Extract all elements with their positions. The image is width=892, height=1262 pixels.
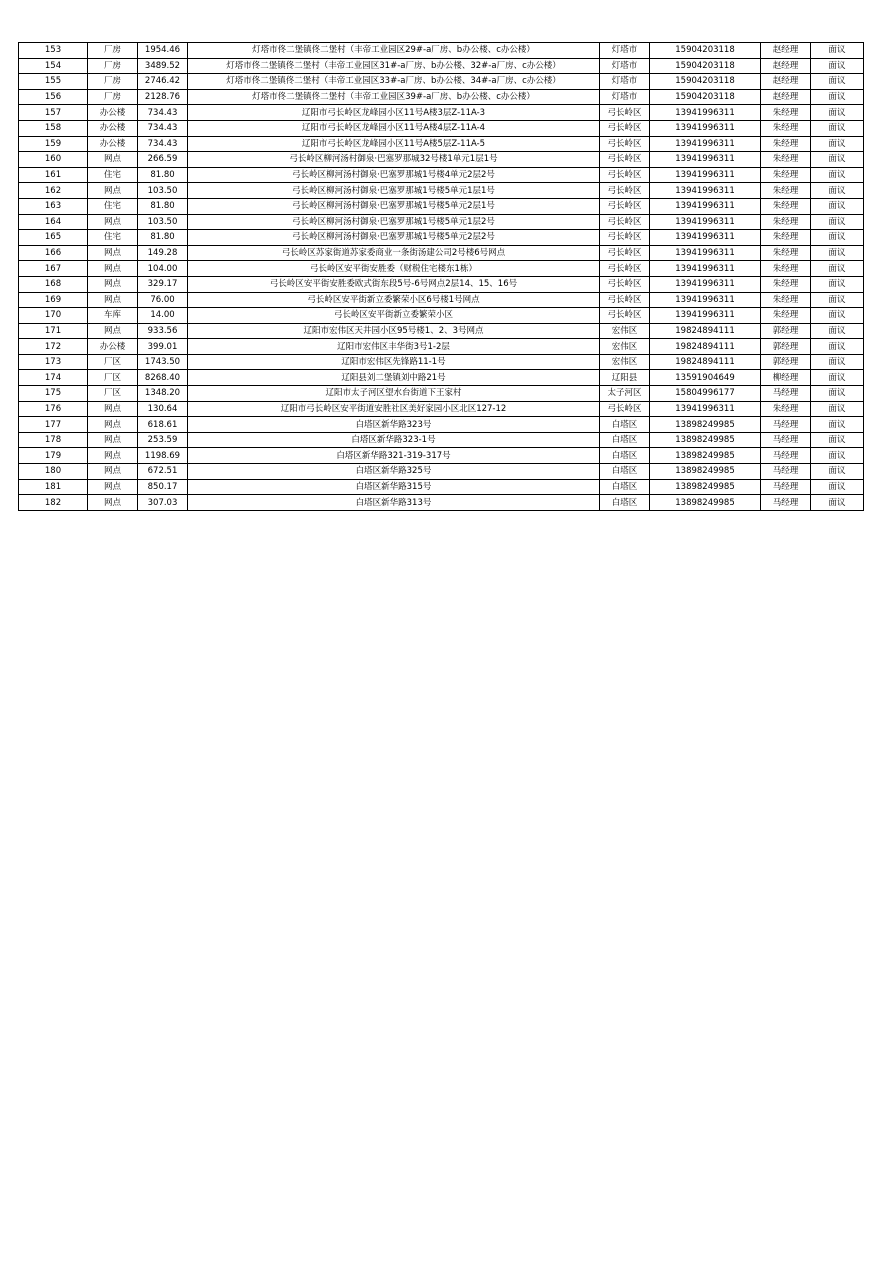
property-type-cell: 网点: [88, 464, 138, 480]
contact-cell: 马经理: [761, 479, 811, 495]
row-number-cell: 172: [19, 339, 88, 355]
contact-cell: 马经理: [761, 495, 811, 511]
area-cell: 149.28: [138, 245, 188, 261]
phone-cell: 13941996311: [650, 198, 761, 214]
row-number-cell: 181: [19, 479, 88, 495]
phone-cell: 19824894111: [650, 323, 761, 339]
address-cell: 弓长岭区柳河汤村御泉·巴塞罗那城1号楼5单元1层2号: [188, 214, 600, 230]
row-number-cell: 177: [19, 417, 88, 433]
row-number-cell: 157: [19, 105, 88, 121]
property-type-cell: 厂房: [88, 43, 138, 59]
phone-cell: 15904203118: [650, 89, 761, 105]
district-cell: 宏伟区: [600, 323, 650, 339]
contact-cell: 朱经理: [761, 276, 811, 292]
district-cell: 弓长岭区: [600, 245, 650, 261]
price-cell: 面议: [811, 432, 864, 448]
phone-cell: 13941996311: [650, 167, 761, 183]
property-type-cell: 车库: [88, 308, 138, 324]
address-cell: 弓长岭区安平街新立委繁荣小区: [188, 308, 600, 324]
price-cell: 面议: [811, 276, 864, 292]
row-number-cell: 166: [19, 245, 88, 261]
address-cell: 弓长岭区柳河汤村御泉·巴塞罗那城1号楼5单元2层2号: [188, 230, 600, 246]
area-cell: 1348.20: [138, 386, 188, 402]
contact-cell: 朱经理: [761, 136, 811, 152]
property-type-cell: 网点: [88, 432, 138, 448]
address-cell: 弓长岭区苏家街道苏家委商业一条街汤建公司2号楼6号网点: [188, 245, 600, 261]
area-cell: 130.64: [138, 401, 188, 417]
contact-cell: 朱经理: [761, 245, 811, 261]
district-cell: 辽阳县: [600, 370, 650, 386]
address-cell: 白塔区新华路325号: [188, 464, 600, 480]
property-type-cell: 办公楼: [88, 339, 138, 355]
contact-cell: 郭经理: [761, 323, 811, 339]
address-cell: 灯塔市佟二堡镇佟二堡村（丰帝工业园区29#-a厂房、b办公楼、c办公楼）: [188, 43, 600, 59]
price-cell: 面议: [811, 292, 864, 308]
area-cell: 76.00: [138, 292, 188, 308]
address-cell: 辽阳县刘二堡镇刘中路21号: [188, 370, 600, 386]
property-type-cell: 网点: [88, 245, 138, 261]
address-cell: 辽阳市弓长岭区龙峰园小区11号A楼5层Z-11A-5: [188, 136, 600, 152]
price-cell: 面议: [811, 495, 864, 511]
district-cell: 弓长岭区: [600, 105, 650, 121]
price-cell: 面议: [811, 308, 864, 324]
row-number-cell: 163: [19, 198, 88, 214]
district-cell: 白塔区: [600, 432, 650, 448]
phone-cell: 15904203118: [650, 74, 761, 90]
district-cell: 灯塔市: [600, 89, 650, 105]
property-type-cell: 网点: [88, 323, 138, 339]
contact-cell: 马经理: [761, 464, 811, 480]
address-cell: 辽阳市太子河区望水台街道下王家村: [188, 386, 600, 402]
district-cell: 白塔区: [600, 417, 650, 433]
address-cell: 白塔区新华路315号: [188, 479, 600, 495]
contact-cell: 朱经理: [761, 183, 811, 199]
table-row: [19, 370, 864, 386]
property-type-cell: 厂区: [88, 370, 138, 386]
district-cell: 灯塔市: [600, 58, 650, 74]
price-cell: 面议: [811, 464, 864, 480]
table-row: [19, 245, 864, 261]
phone-cell: 13941996311: [650, 214, 761, 230]
area-cell: 2128.76: [138, 89, 188, 105]
property-type-cell: 厂区: [88, 354, 138, 370]
price-cell: 面议: [811, 386, 864, 402]
table-row: [19, 354, 864, 370]
row-number-cell: 160: [19, 152, 88, 168]
phone-cell: 13941996311: [650, 308, 761, 324]
contact-cell: 赵经理: [761, 89, 811, 105]
table-row: [19, 214, 864, 230]
row-number-cell: 171: [19, 323, 88, 339]
area-cell: 1743.50: [138, 354, 188, 370]
price-cell: 面议: [811, 448, 864, 464]
address-cell: 辽阳市宏伟区天井园小区95号楼1、2、3号网点: [188, 323, 600, 339]
district-cell: 弓长岭区: [600, 230, 650, 246]
area-cell: 103.50: [138, 214, 188, 230]
row-number-cell: 154: [19, 58, 88, 74]
contact-cell: 朱经理: [761, 152, 811, 168]
property-type-cell: 网点: [88, 183, 138, 199]
phone-cell: 13591904649: [650, 370, 761, 386]
area-cell: 14.00: [138, 308, 188, 324]
price-cell: 面议: [811, 105, 864, 121]
district-cell: 弓长岭区: [600, 401, 650, 417]
district-cell: 白塔区: [600, 464, 650, 480]
price-cell: 面议: [811, 417, 864, 433]
area-cell: 104.00: [138, 261, 188, 277]
phone-cell: 13898249985: [650, 479, 761, 495]
district-cell: 白塔区: [600, 479, 650, 495]
phone-cell: 13898249985: [650, 495, 761, 511]
property-listing-sheet: [18, 42, 864, 511]
row-number-cell: 158: [19, 120, 88, 136]
area-cell: 81.80: [138, 198, 188, 214]
district-cell: 宏伟区: [600, 354, 650, 370]
area-cell: 672.51: [138, 464, 188, 480]
contact-cell: 朱经理: [761, 292, 811, 308]
area-cell: 266.59: [138, 152, 188, 168]
table-body: [19, 43, 864, 511]
table-row: [19, 448, 864, 464]
phone-cell: 19824894111: [650, 339, 761, 355]
row-number-cell: 176: [19, 401, 88, 417]
district-cell: 弓长岭区: [600, 136, 650, 152]
row-number-cell: 173: [19, 354, 88, 370]
contact-cell: 朱经理: [761, 261, 811, 277]
property-type-cell: 网点: [88, 479, 138, 495]
price-cell: 面议: [811, 354, 864, 370]
property-type-cell: 住宅: [88, 198, 138, 214]
phone-cell: 13941996311: [650, 136, 761, 152]
contact-cell: 赵经理: [761, 74, 811, 90]
district-cell: 灯塔市: [600, 43, 650, 59]
district-cell: 灯塔市: [600, 74, 650, 90]
phone-cell: 13941996311: [650, 261, 761, 277]
property-table: [18, 42, 864, 511]
contact-cell: 马经理: [761, 386, 811, 402]
contact-cell: 朱经理: [761, 308, 811, 324]
price-cell: 面议: [811, 136, 864, 152]
phone-cell: 13941996311: [650, 152, 761, 168]
price-cell: 面议: [811, 214, 864, 230]
address-cell: 白塔区新华路323-1号: [188, 432, 600, 448]
area-cell: 1198.69: [138, 448, 188, 464]
area-cell: 81.80: [138, 167, 188, 183]
property-type-cell: 住宅: [88, 230, 138, 246]
area-cell: 1954.46: [138, 43, 188, 59]
phone-cell: 13941996311: [650, 183, 761, 199]
table-row: [19, 58, 864, 74]
area-cell: 734.43: [138, 136, 188, 152]
phone-cell: 13898249985: [650, 464, 761, 480]
district-cell: 弓长岭区: [600, 292, 650, 308]
property-type-cell: 厂区: [88, 386, 138, 402]
property-type-cell: 办公楼: [88, 120, 138, 136]
phone-cell: 13898249985: [650, 432, 761, 448]
row-number-cell: 180: [19, 464, 88, 480]
row-number-cell: 159: [19, 136, 88, 152]
table-row: [19, 105, 864, 121]
property-type-cell: 网点: [88, 261, 138, 277]
address-cell: 弓长岭区安平街安胜委欧式街东段5号-6号网点2层14、15、16号: [188, 276, 600, 292]
contact-cell: 朱经理: [761, 401, 811, 417]
property-type-cell: 网点: [88, 495, 138, 511]
area-cell: 734.43: [138, 120, 188, 136]
price-cell: 面议: [811, 120, 864, 136]
table-row: [19, 74, 864, 90]
phone-cell: 15804996177: [650, 386, 761, 402]
district-cell: 白塔区: [600, 495, 650, 511]
area-cell: 8268.40: [138, 370, 188, 386]
contact-cell: 赵经理: [761, 43, 811, 59]
contact-cell: 马经理: [761, 417, 811, 433]
area-cell: 734.43: [138, 105, 188, 121]
phone-cell: 13941996311: [650, 276, 761, 292]
row-number-cell: 167: [19, 261, 88, 277]
contact-cell: 郭经理: [761, 354, 811, 370]
table-row: [19, 339, 864, 355]
table-row: [19, 198, 864, 214]
phone-cell: 13941996311: [650, 245, 761, 261]
row-number-cell: 162: [19, 183, 88, 199]
address-cell: 弓长岭区安平街安胜委（财税住宅楼东1栋）: [188, 261, 600, 277]
address-cell: 弓长岭区柳河汤村御泉·巴塞罗那城1号楼4单元2层2号: [188, 167, 600, 183]
contact-cell: 朱经理: [761, 214, 811, 230]
contact-cell: 柳经理: [761, 370, 811, 386]
price-cell: 面议: [811, 339, 864, 355]
area-cell: 850.17: [138, 479, 188, 495]
row-number-cell: 156: [19, 89, 88, 105]
property-type-cell: 厂房: [88, 74, 138, 90]
contact-cell: 马经理: [761, 448, 811, 464]
table-row: [19, 152, 864, 168]
district-cell: 弓长岭区: [600, 152, 650, 168]
phone-cell: 13898249985: [650, 417, 761, 433]
table-row: [19, 292, 864, 308]
area-cell: 103.50: [138, 183, 188, 199]
property-type-cell: 网点: [88, 417, 138, 433]
address-cell: 弓长岭区柳河汤村御泉·巴塞罗那城1号楼5单元1层1号: [188, 183, 600, 199]
district-cell: 弓长岭区: [600, 308, 650, 324]
address-cell: 白塔区新华路321-319-317号: [188, 448, 600, 464]
table-row: [19, 136, 864, 152]
address-cell: 灯塔市佟二堡镇佟二堡村（丰帝工业园区31#-a厂房、b办公楼、32#-a厂房、c办公楼）: [188, 58, 600, 74]
area-cell: 253.59: [138, 432, 188, 448]
price-cell: 面议: [811, 58, 864, 74]
phone-cell: 15904203118: [650, 43, 761, 59]
row-number-cell: 182: [19, 495, 88, 511]
price-cell: 面议: [811, 370, 864, 386]
table-row: [19, 276, 864, 292]
property-type-cell: 网点: [88, 152, 138, 168]
address-cell: 辽阳市宏伟区先锋路11-1号: [188, 354, 600, 370]
property-type-cell: 网点: [88, 292, 138, 308]
phone-cell: 13941996311: [650, 105, 761, 121]
row-number-cell: 170: [19, 308, 88, 324]
phone-cell: 19824894111: [650, 354, 761, 370]
property-type-cell: 网点: [88, 214, 138, 230]
address-cell: 辽阳市弓长岭区龙峰园小区11号A楼4层Z-11A-4: [188, 120, 600, 136]
row-number-cell: 161: [19, 167, 88, 183]
contact-cell: 朱经理: [761, 120, 811, 136]
contact-cell: 朱经理: [761, 230, 811, 246]
area-cell: 618.61: [138, 417, 188, 433]
table-row: [19, 479, 864, 495]
property-type-cell: 网点: [88, 276, 138, 292]
phone-cell: 15904203118: [650, 58, 761, 74]
property-type-cell: 办公楼: [88, 136, 138, 152]
row-number-cell: 168: [19, 276, 88, 292]
table-row: [19, 464, 864, 480]
property-type-cell: 厂房: [88, 89, 138, 105]
area-cell: 81.80: [138, 230, 188, 246]
area-cell: 3489.52: [138, 58, 188, 74]
price-cell: 面议: [811, 401, 864, 417]
contact-cell: 朱经理: [761, 105, 811, 121]
address-cell: 弓长岭区安平街新立委繁荣小区6号楼1号网点: [188, 292, 600, 308]
table-row: [19, 401, 864, 417]
row-number-cell: 175: [19, 386, 88, 402]
address-cell: 弓长岭区柳河汤村御泉·巴塞罗那城1号楼5单元2层1号: [188, 198, 600, 214]
district-cell: 弓长岭区: [600, 276, 650, 292]
price-cell: 面议: [811, 479, 864, 495]
phone-cell: 13941996311: [650, 120, 761, 136]
phone-cell: 13941996311: [650, 292, 761, 308]
district-cell: 弓长岭区: [600, 120, 650, 136]
row-number-cell: 155: [19, 74, 88, 90]
address-cell: 白塔区新华路313号: [188, 495, 600, 511]
table-row: [19, 89, 864, 105]
area-cell: 399.01: [138, 339, 188, 355]
price-cell: 面议: [811, 167, 864, 183]
address-cell: 辽阳市弓长岭区安平街道安胜社区美好家园小区北区127-12: [188, 401, 600, 417]
district-cell: 弓长岭区: [600, 167, 650, 183]
property-type-cell: 网点: [88, 448, 138, 464]
address-cell: 辽阳市宏伟区丰华街3号1-2层: [188, 339, 600, 355]
table-row: [19, 43, 864, 59]
property-type-cell: 厂房: [88, 58, 138, 74]
address-cell: 灯塔市佟二堡镇佟二堡村（丰帝工业园区39#-a厂房、b办公楼、c办公楼）: [188, 89, 600, 105]
district-cell: 白塔区: [600, 448, 650, 464]
price-cell: 面议: [811, 198, 864, 214]
row-number-cell: 169: [19, 292, 88, 308]
district-cell: 弓长岭区: [600, 261, 650, 277]
table-row: [19, 167, 864, 183]
table-row: [19, 261, 864, 277]
phone-cell: 13941996311: [650, 401, 761, 417]
table-row: [19, 495, 864, 511]
table-row: [19, 417, 864, 433]
price-cell: 面议: [811, 43, 864, 59]
area-cell: 329.17: [138, 276, 188, 292]
property-type-cell: 网点: [88, 401, 138, 417]
price-cell: 面议: [811, 245, 864, 261]
district-cell: 弓长岭区: [600, 183, 650, 199]
table-row: [19, 308, 864, 324]
contact-cell: 马经理: [761, 432, 811, 448]
table-row: [19, 432, 864, 448]
row-number-cell: 165: [19, 230, 88, 246]
row-number-cell: 174: [19, 370, 88, 386]
table-row: [19, 323, 864, 339]
district-cell: 弓长岭区: [600, 198, 650, 214]
address-cell: 弓长岭区柳河汤村御泉·巴塞罗那城32号楼1单元1层1号: [188, 152, 600, 168]
table-row: [19, 120, 864, 136]
phone-cell: 13941996311: [650, 230, 761, 246]
table-row: [19, 183, 864, 199]
property-type-cell: 办公楼: [88, 105, 138, 121]
price-cell: 面议: [811, 183, 864, 199]
district-cell: 宏伟区: [600, 339, 650, 355]
contact-cell: 朱经理: [761, 167, 811, 183]
area-cell: 933.56: [138, 323, 188, 339]
phone-cell: 13898249985: [650, 448, 761, 464]
row-number-cell: 178: [19, 432, 88, 448]
price-cell: 面议: [811, 261, 864, 277]
address-cell: 灯塔市佟二堡镇佟二堡村（丰帝工业园区33#-a厂房、b办公楼、34#-a厂房、c办公楼）: [188, 74, 600, 90]
property-type-cell: 住宅: [88, 167, 138, 183]
district-cell: 弓长岭区: [600, 214, 650, 230]
price-cell: 面议: [811, 152, 864, 168]
table-row: [19, 230, 864, 246]
area-cell: 307.03: [138, 495, 188, 511]
contact-cell: 朱经理: [761, 198, 811, 214]
area-cell: 2746.42: [138, 74, 188, 90]
price-cell: 面议: [811, 89, 864, 105]
price-cell: 面议: [811, 74, 864, 90]
price-cell: 面议: [811, 323, 864, 339]
address-cell: 辽阳市弓长岭区龙峰园小区11号A楼3层Z-11A-3: [188, 105, 600, 121]
contact-cell: 赵经理: [761, 58, 811, 74]
address-cell: 白塔区新华路323号: [188, 417, 600, 433]
price-cell: 面议: [811, 230, 864, 246]
contact-cell: 郭经理: [761, 339, 811, 355]
district-cell: 太子河区: [600, 386, 650, 402]
row-number-cell: 179: [19, 448, 88, 464]
table-row: [19, 386, 864, 402]
row-number-cell: 153: [19, 43, 88, 59]
row-number-cell: 164: [19, 214, 88, 230]
